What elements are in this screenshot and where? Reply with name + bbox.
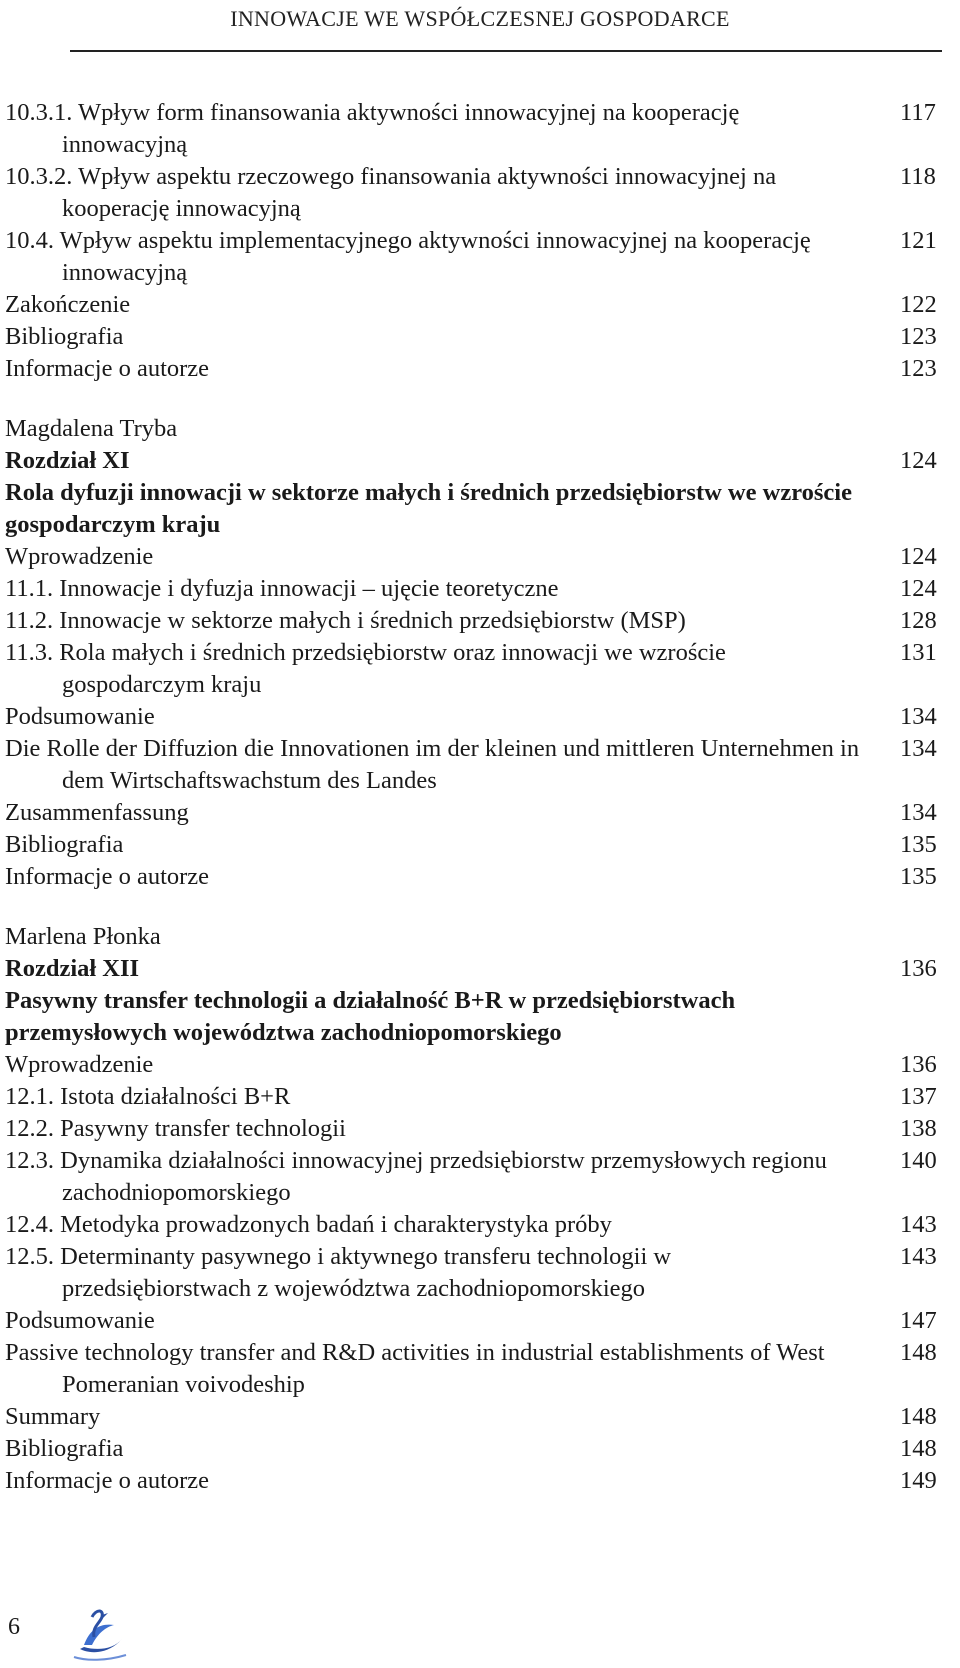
toc-entry-title: Zusammenfassung — [5, 799, 189, 826]
toc-entry-page: 140 — [900, 1147, 937, 1174]
toc-entry-title: Informacje o autorze — [5, 355, 210, 382]
toc-entry-title: 10.3.1. Wpływ form finansowania aktywności innowacyjnej na kooperację innowacyjną — [5, 99, 740, 158]
toc-entry[interactable] — [5, 445, 955, 477]
toc-entry[interactable] — [5, 985, 955, 1049]
toc-entry-title: Bibliografia — [5, 323, 124, 350]
toc-entry-title: Zakończenie — [5, 291, 131, 318]
header-divider — [70, 50, 942, 52]
toc-entry[interactable] — [5, 161, 955, 225]
toc-entry-title: 11.3. Rola małych i średnich przedsiębiorstw oraz innowacji we wzroście gospodarczym kraju — [5, 639, 726, 698]
toc-entry-page: 118 — [900, 163, 936, 190]
toc-entry-page: 134 — [900, 735, 937, 762]
toc-entry-page: 123 — [900, 323, 937, 350]
toc-entry-title: Bibliografia — [5, 831, 124, 858]
toc-entry[interactable] — [5, 829, 955, 861]
toc-entry-page: 123 — [900, 355, 937, 382]
toc-entry[interactable] — [5, 1113, 955, 1145]
toc-entry[interactable] — [5, 921, 955, 953]
toc-entry-page: 147 — [900, 1307, 937, 1334]
toc-entry[interactable] — [5, 861, 955, 893]
toc-entry-title: Informacje o autorze — [5, 1467, 210, 1494]
toc-entry-title: Bibliografia — [5, 1435, 124, 1462]
toc-entry-title: Summary — [5, 1403, 101, 1430]
toc-entry-page: 136 — [900, 1051, 937, 1078]
toc-entry[interactable] — [5, 1433, 955, 1465]
toc-entry-title: 12.2. Pasywny transfer technologii — [5, 1115, 346, 1142]
toc-entry-page: 121 — [900, 227, 937, 254]
toc-entry[interactable] — [5, 353, 955, 385]
toc-entry-page: 134 — [900, 799, 937, 826]
toc-entry-title: 10.3.2. Wpływ aspektu rzeczowego finansowania aktywności innowacyjnej na kooperację innowacyjną — [5, 163, 777, 222]
toc-entry-title: Pasywny transfer technologii a działalność B+R w przedsiębiorstwach przemysłowych województwa zachodniopomorskiego — [5, 987, 736, 1046]
toc-entry-page: 149 — [900, 1467, 937, 1494]
toc-entry-title: Marlena Płonka — [5, 923, 161, 950]
toc-entry[interactable] — [5, 289, 955, 321]
toc-entry[interactable] — [5, 321, 955, 353]
toc-entry-title: 12.5. Determinanty pasywnego i aktywnego transferu technologii w przedsiębiorstwach z województwa zachodniopomorskiego — [5, 1243, 672, 1302]
toc-entry-title: 12.3. Dynamika działalności innowacyjnej przedsiębiorstw przemysłowych regionu zachodniopomorskiego — [5, 1147, 827, 1206]
toc-entry[interactable] — [5, 733, 955, 797]
toc-entry-page: 148 — [900, 1339, 937, 1366]
page-number: 6 — [8, 1614, 20, 1640]
running-header-title: INNOWACJE WE WSPÓŁCZESNEJ GOSPODARCE — [230, 6, 730, 31]
toc-entry-title: Rozdział XII — [5, 955, 140, 982]
toc-entry-page: 138 — [900, 1115, 937, 1142]
toc-entry-title: Podsumowanie — [5, 703, 155, 730]
toc-entry[interactable] — [5, 1145, 955, 1209]
toc-entry-title: Wprowadzenie — [5, 1051, 154, 1078]
toc-entry-page: 122 — [900, 291, 937, 318]
running-header — [0, 0, 960, 52]
toc-entry-title: 12.1. Istota działalności B+R — [5, 1083, 291, 1110]
toc-entry-page: 134 — [900, 703, 937, 730]
toc-entry[interactable] — [5, 1401, 955, 1433]
toc-entry-title: Informacje o autorze — [5, 863, 210, 890]
section-spacer — [5, 385, 955, 413]
toc-entry[interactable] — [5, 1305, 955, 1337]
toc-entry-page: 148 — [900, 1435, 937, 1462]
toc-entry-page: 143 — [900, 1243, 937, 1270]
toc-entry[interactable] — [5, 1081, 955, 1113]
toc-entry-page: 124 — [900, 447, 937, 474]
toc-entry-page: 131 — [900, 639, 937, 666]
toc-entry-page: 117 — [900, 99, 936, 126]
toc-entry-title: Podsumowanie — [5, 1307, 155, 1334]
toc-entry-title: Rozdział XI — [5, 447, 130, 474]
toc-entry-page: 135 — [900, 831, 937, 858]
toc-entry[interactable] — [5, 541, 955, 573]
toc-entry-title: Rola dyfuzji innowacji w sektorze małych i średnich przedsiębiorstw we wzroście gospodarczym kraju — [5, 479, 852, 538]
toc-entry[interactable] — [5, 413, 955, 445]
toc-entry-title: 11.2. Innowacje w sektorze małych i średnich przedsiębiorstw (MSP) — [5, 607, 686, 634]
toc-entry-page: 137 — [900, 1083, 937, 1110]
toc-entry-page: 124 — [900, 543, 937, 570]
toc-entry-title: 11.1. Innowacje i dyfuzja innowacji – ujęcie teoretyczne — [5, 575, 559, 602]
toc-entry-page: 128 — [900, 607, 937, 634]
toc-entry[interactable] — [5, 1465, 955, 1497]
toc-entry[interactable] — [5, 1049, 955, 1081]
toc-entry[interactable] — [5, 701, 955, 733]
toc-entry[interactable] — [5, 573, 955, 605]
toc-entry-page: 135 — [900, 863, 937, 890]
toc-entry-title: Die Rolle der Diffuzion die Innovationen im der kleinen und mittleren Unternehmen in dem Wirtschaftswachstum des Landes — [5, 735, 860, 794]
toc-entry-title: Wprowadzenie — [5, 543, 154, 570]
toc-entry-page: 148 — [900, 1403, 937, 1430]
toc-entry-page: 136 — [900, 955, 937, 982]
toc-entry[interactable] — [5, 1241, 955, 1305]
toc-entry-title: 10.4. Wpływ aspektu implementacyjnego aktywności innowacyjnej na kooperację innowacyjną — [5, 227, 811, 286]
section-spacer — [5, 893, 955, 921]
swan-logo-icon — [70, 1605, 130, 1663]
toc-entry[interactable] — [5, 953, 955, 985]
toc-entry[interactable] — [5, 97, 955, 161]
toc-entry-page: 124 — [900, 575, 937, 602]
toc-entry[interactable] — [5, 605, 955, 637]
toc-entry-page: 143 — [900, 1211, 937, 1238]
toc-entry[interactable] — [5, 797, 955, 829]
toc-entry-title: 12.4. Metodyka prowadzonych badań i charakterystyka próby — [5, 1211, 612, 1238]
toc-entry[interactable] — [5, 225, 955, 289]
toc-entry[interactable] — [5, 637, 955, 701]
toc-entry-title: Magdalena Tryba — [5, 415, 178, 442]
toc-entry[interactable] — [5, 1337, 955, 1401]
table-of-contents — [5, 97, 955, 1497]
toc-entry[interactable] — [5, 477, 955, 541]
toc-entry[interactable] — [5, 1209, 955, 1241]
toc-entry-title: Passive technology transfer and R&D activities in industrial establishments of West Pomeranian voivodeship — [5, 1339, 825, 1398]
